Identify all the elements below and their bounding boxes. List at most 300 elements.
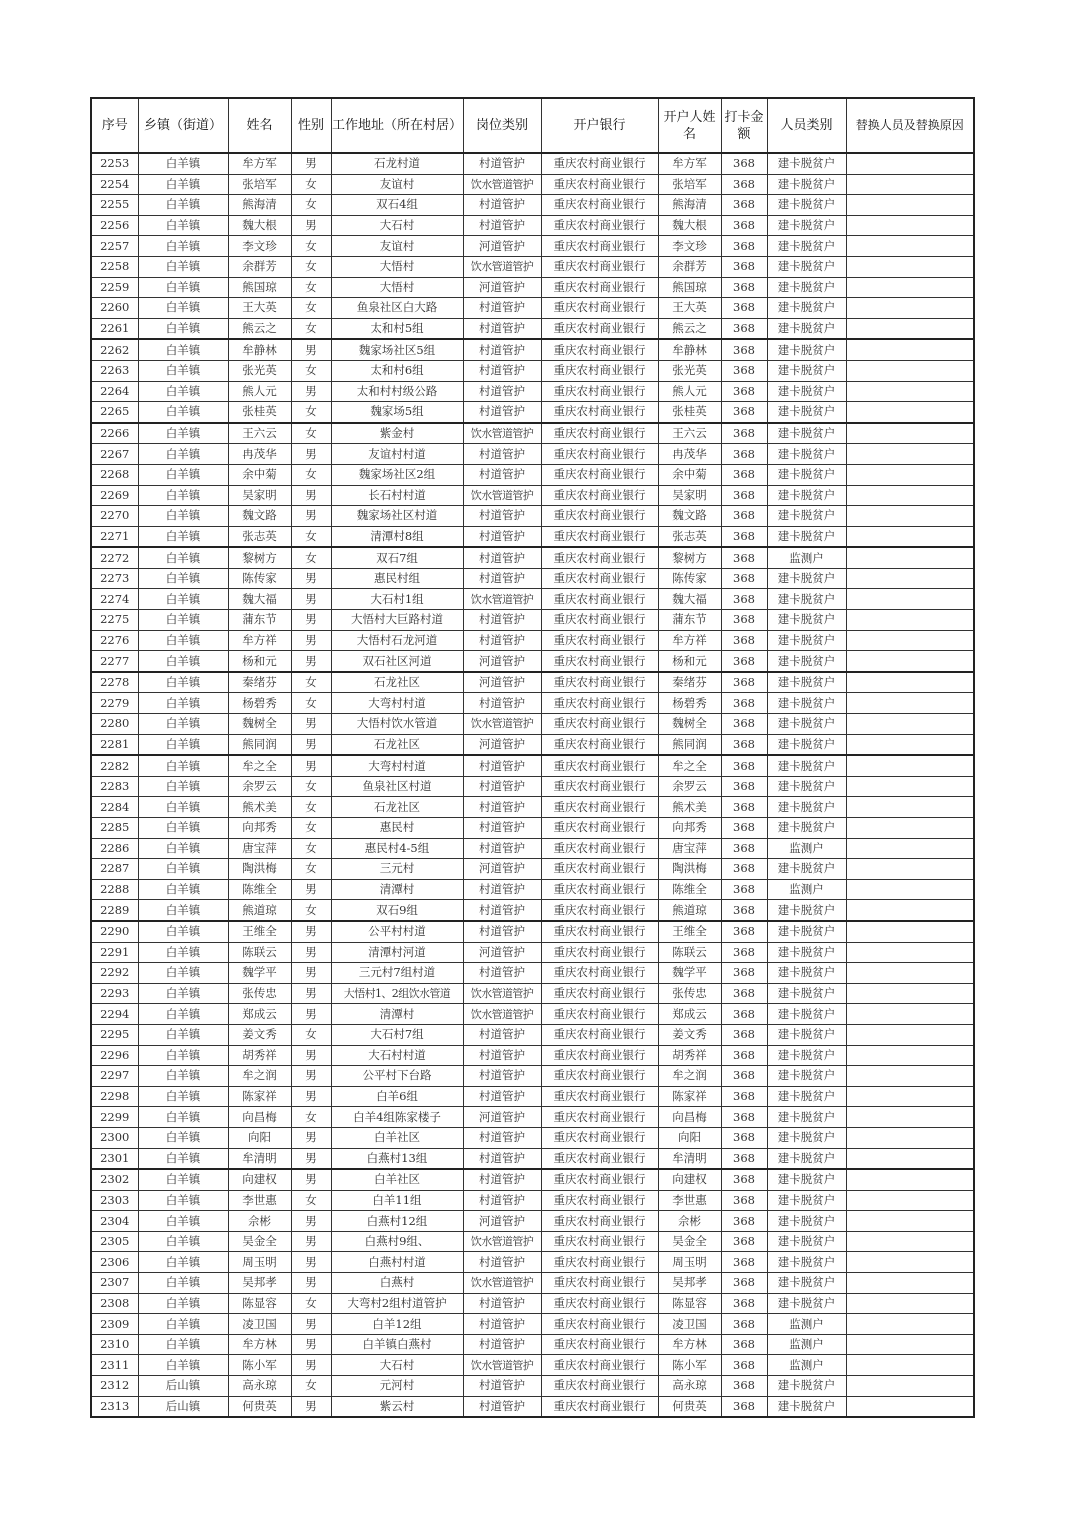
table-row (91, 298, 974, 319)
cell-account-holder: 吴家明 (658, 485, 721, 506)
cell-name: 魏文路 (228, 506, 291, 527)
cell-post-type: 村道管护 (463, 318, 541, 339)
header-gender: 性别 (291, 98, 331, 153)
cell-name: 王维全 (228, 921, 291, 942)
cell-bank: 重庆农村商业银行 (541, 1376, 658, 1397)
cell-bank: 重庆农村商业银行 (541, 589, 658, 610)
cell-person-category: 建卡脱贫户 (767, 693, 846, 714)
cell-bank: 重庆农村商业银行 (541, 174, 658, 195)
cell-gender: 男 (291, 1004, 331, 1025)
cell-name: 余罗云 (228, 776, 291, 797)
cell-post-type: 村道管护 (463, 444, 541, 465)
cell-amount: 368 (721, 464, 767, 485)
cell-town: 白羊镇 (138, 464, 228, 485)
cell-replacement (846, 381, 974, 402)
cell-work-address: 魏家场社区5组 (331, 339, 463, 360)
cell-bank: 重庆农村商业银行 (541, 526, 658, 547)
cell-account-holder: 唐宝萍 (658, 838, 721, 859)
cell-work-address: 鱼泉社区白大路 (331, 298, 463, 319)
cell-amount: 368 (721, 900, 767, 921)
cell-serial: 2284 (91, 797, 138, 818)
cell-replacement (846, 1024, 974, 1045)
cell-post-type: 村道管护 (463, 630, 541, 651)
cell-name: 冉茂华 (228, 444, 291, 465)
header-post-type: 岗位类别 (463, 98, 541, 153)
cell-person-category: 建卡脱贫户 (767, 1127, 846, 1148)
table-row (91, 879, 974, 900)
cell-serial: 2253 (91, 153, 138, 174)
cell-replacement (846, 1376, 974, 1397)
cell-name: 周玉明 (228, 1252, 291, 1273)
cell-replacement (846, 215, 974, 236)
cell-amount: 368 (721, 610, 767, 631)
cell-account-holder: 吴邦孝 (658, 1273, 721, 1294)
cell-account-holder: 王六云 (658, 423, 721, 444)
cell-amount: 368 (721, 298, 767, 319)
cell-gender: 男 (291, 1273, 331, 1294)
cell-work-address: 白燕村9组、 (331, 1231, 463, 1252)
cell-bank: 重庆农村商业银行 (541, 464, 658, 485)
cell-post-type: 饮水管道管护 (463, 1004, 541, 1025)
cell-serial: 2281 (91, 734, 138, 755)
table-row (91, 1127, 974, 1148)
cell-work-address: 白羊社区 (331, 1127, 463, 1148)
cell-gender: 男 (291, 1148, 331, 1169)
cell-name: 姜文秀 (228, 1024, 291, 1045)
cell-town: 白羊镇 (138, 360, 228, 381)
cell-post-type: 饮水管道管护 (463, 589, 541, 610)
cell-work-address: 大悟村石龙河道 (331, 630, 463, 651)
table-row (91, 318, 974, 339)
cell-gender: 女 (291, 318, 331, 339)
cell-account-holder: 黎树方 (658, 547, 721, 568)
cell-serial: 2279 (91, 693, 138, 714)
cell-account-holder: 向邦秀 (658, 818, 721, 839)
cell-work-address: 三元村7组村道 (331, 963, 463, 984)
cell-town: 白羊镇 (138, 1024, 228, 1045)
cell-replacement (846, 1314, 974, 1335)
cell-amount: 368 (721, 174, 767, 195)
cell-amount: 368 (721, 983, 767, 1004)
cell-bank: 重庆农村商业银行 (541, 1231, 658, 1252)
cell-town: 白羊镇 (138, 277, 228, 298)
cell-name: 牟方军 (228, 153, 291, 174)
cell-post-type: 河道管护 (463, 942, 541, 963)
cell-work-address: 白燕村12组 (331, 1211, 463, 1232)
header-name: 姓名 (228, 98, 291, 153)
cell-town: 白羊镇 (138, 298, 228, 319)
cell-town: 白羊镇 (138, 734, 228, 755)
cell-replacement (846, 983, 974, 1004)
cell-replacement (846, 339, 974, 360)
cell-person-category: 建卡脱贫户 (767, 1086, 846, 1107)
cell-bank: 重庆农村商业银行 (541, 818, 658, 839)
cell-bank: 重庆农村商业银行 (541, 1004, 658, 1025)
table-row (91, 921, 974, 942)
cell-account-holder: 熊海清 (658, 195, 721, 216)
cell-account-holder: 张桂英 (658, 402, 721, 423)
cell-post-type: 饮水管道管护 (463, 1273, 541, 1294)
cell-work-address: 大石村村道 (331, 1045, 463, 1066)
cell-amount: 368 (721, 589, 767, 610)
cell-town: 白羊镇 (138, 797, 228, 818)
cell-bank: 重庆农村商业银行 (541, 879, 658, 900)
table-row (91, 360, 974, 381)
cell-work-address: 白羊6组 (331, 1086, 463, 1107)
cell-person-category: 建卡脱贫户 (767, 423, 846, 444)
table-row (91, 1252, 974, 1273)
cell-gender: 男 (291, 1211, 331, 1232)
cell-amount: 368 (721, 1314, 767, 1335)
cell-account-holder: 张志英 (658, 526, 721, 547)
cell-account-holder: 魏学平 (658, 963, 721, 984)
cell-work-address: 大悟村 (331, 256, 463, 277)
cell-work-address: 双石社区河道 (331, 651, 463, 672)
cell-amount: 368 (721, 547, 767, 568)
cell-replacement (846, 1086, 974, 1107)
cell-post-type: 村道管护 (463, 1334, 541, 1355)
table-row (91, 900, 974, 921)
cell-gender: 女 (291, 1293, 331, 1314)
cell-bank: 重庆农村商业银行 (541, 1211, 658, 1232)
cell-name: 魏树全 (228, 714, 291, 735)
cell-post-type: 河道管护 (463, 859, 541, 880)
cell-name: 张桂英 (228, 402, 291, 423)
cell-amount: 368 (721, 568, 767, 589)
cell-name: 杨和元 (228, 651, 291, 672)
cell-bank: 重庆农村商业银行 (541, 444, 658, 465)
cell-amount: 368 (721, 630, 767, 651)
cell-account-holder: 熊人元 (658, 381, 721, 402)
cell-gender: 女 (291, 236, 331, 257)
cell-account-holder: 魏大福 (658, 589, 721, 610)
cell-post-type: 河道管护 (463, 651, 541, 672)
cell-gender: 男 (291, 610, 331, 631)
cell-bank: 重庆农村商业银行 (541, 153, 658, 174)
cell-serial: 2305 (91, 1231, 138, 1252)
cell-account-holder: 王维全 (658, 921, 721, 942)
cell-gender: 男 (291, 568, 331, 589)
cell-person-category: 建卡脱贫户 (767, 1045, 846, 1066)
header-serial: 序号 (91, 98, 138, 153)
cell-gender: 女 (291, 256, 331, 277)
cell-replacement (846, 838, 974, 859)
table-row (91, 838, 974, 859)
cell-work-address: 惠民村 (331, 818, 463, 839)
cell-post-type: 村道管护 (463, 838, 541, 859)
cell-account-holder: 张光英 (658, 360, 721, 381)
cell-name: 向邦秀 (228, 818, 291, 839)
cell-gender: 男 (291, 506, 331, 527)
cell-gender: 女 (291, 298, 331, 319)
cell-serial: 2295 (91, 1024, 138, 1045)
cell-person-category: 监测户 (767, 838, 846, 859)
cell-person-category: 建卡脱贫户 (767, 506, 846, 527)
cell-serial: 2310 (91, 1334, 138, 1355)
cell-town: 后山镇 (138, 1396, 228, 1417)
cell-account-holder: 牟之润 (658, 1066, 721, 1087)
cell-gender: 男 (291, 1169, 331, 1190)
cell-work-address: 白羊12组 (331, 1314, 463, 1335)
cell-person-category: 建卡脱贫户 (767, 1066, 846, 1087)
cell-post-type: 饮水管道管护 (463, 983, 541, 1004)
cell-serial: 2298 (91, 1086, 138, 1107)
table-row (91, 630, 974, 651)
cell-serial: 2289 (91, 900, 138, 921)
cell-person-category: 建卡脱贫户 (767, 1273, 846, 1294)
cell-gender: 女 (291, 797, 331, 818)
cell-post-type: 村道管护 (463, 963, 541, 984)
cell-serial: 2306 (91, 1252, 138, 1273)
table-row (91, 1107, 974, 1128)
cell-name: 熊道琼 (228, 900, 291, 921)
cell-amount: 368 (721, 797, 767, 818)
cell-person-category: 建卡脱贫户 (767, 402, 846, 423)
cell-person-category: 建卡脱贫户 (767, 318, 846, 339)
cell-serial: 2308 (91, 1293, 138, 1314)
cell-replacement (846, 402, 974, 423)
cell-bank: 重庆农村商业银行 (541, 1293, 658, 1314)
cell-replacement (846, 1334, 974, 1355)
cell-bank: 重庆农村商业银行 (541, 402, 658, 423)
cell-name: 陈家祥 (228, 1086, 291, 1107)
cell-work-address: 大悟村1、2组饮水管道 (331, 983, 463, 1004)
cell-name: 陈小军 (228, 1355, 291, 1376)
table-row (91, 755, 974, 776)
cell-post-type: 饮水管道管护 (463, 1355, 541, 1376)
cell-name: 黎树方 (228, 547, 291, 568)
cell-work-address: 大悟村 (331, 277, 463, 298)
cell-gender: 男 (291, 1045, 331, 1066)
cell-name: 唐宝萍 (228, 838, 291, 859)
cell-serial: 2270 (91, 506, 138, 527)
cell-post-type: 村道管护 (463, 1066, 541, 1087)
cell-post-type: 村道管护 (463, 381, 541, 402)
cell-town: 白羊镇 (138, 153, 228, 174)
cell-work-address: 白羊社区 (331, 1169, 463, 1190)
cell-serial: 2271 (91, 526, 138, 547)
cell-bank: 重庆农村商业银行 (541, 942, 658, 963)
cell-bank: 重庆农村商业银行 (541, 215, 658, 236)
cell-gender: 男 (291, 714, 331, 735)
cell-bank: 重庆农村商业银行 (541, 1273, 658, 1294)
cell-serial: 2262 (91, 339, 138, 360)
cell-name: 陶洪梅 (228, 859, 291, 880)
cell-amount: 368 (721, 1086, 767, 1107)
cell-work-address: 鱼泉社区村道 (331, 776, 463, 797)
table-row (91, 672, 974, 693)
cell-amount: 368 (721, 485, 767, 506)
table-row (91, 693, 974, 714)
cell-gender: 女 (291, 277, 331, 298)
cell-work-address: 大石村 (331, 1355, 463, 1376)
cell-person-category: 建卡脱贫户 (767, 859, 846, 880)
cell-bank: 重庆农村商业银行 (541, 1355, 658, 1376)
cell-serial: 2296 (91, 1045, 138, 1066)
cell-post-type: 村道管护 (463, 568, 541, 589)
cell-town: 白羊镇 (138, 921, 228, 942)
cell-gender: 男 (291, 1334, 331, 1355)
cell-town: 白羊镇 (138, 589, 228, 610)
cell-person-category: 建卡脱贫户 (767, 277, 846, 298)
cell-work-address: 公平村村道 (331, 921, 463, 942)
cell-amount: 368 (721, 879, 767, 900)
cell-post-type: 村道管护 (463, 1045, 541, 1066)
cell-work-address: 友谊村 (331, 236, 463, 257)
cell-town: 白羊镇 (138, 1045, 228, 1066)
cell-account-holder: 牟静林 (658, 339, 721, 360)
cell-post-type: 河道管护 (463, 236, 541, 257)
cell-gender: 男 (291, 215, 331, 236)
cell-amount: 368 (721, 381, 767, 402)
table-row (91, 195, 974, 216)
table-row (91, 1376, 974, 1397)
cell-name: 熊术美 (228, 797, 291, 818)
cell-town: 白羊镇 (138, 381, 228, 402)
cell-name: 魏大福 (228, 589, 291, 610)
cell-serial: 2276 (91, 630, 138, 651)
cell-person-category: 建卡脱贫户 (767, 589, 846, 610)
cell-gender: 男 (291, 589, 331, 610)
cell-bank: 重庆农村商业银行 (541, 236, 658, 257)
cell-bank: 重庆农村商业银行 (541, 838, 658, 859)
cell-serial: 2265 (91, 402, 138, 423)
cell-gender: 女 (291, 838, 331, 859)
cell-replacement (846, 776, 974, 797)
table-row (91, 547, 974, 568)
cell-amount: 368 (721, 1148, 767, 1169)
cell-person-category: 建卡脱贫户 (767, 610, 846, 631)
cell-name: 张传忠 (228, 983, 291, 1004)
table-row (91, 1190, 974, 1211)
cell-replacement (846, 630, 974, 651)
cell-town: 白羊镇 (138, 1355, 228, 1376)
cell-amount: 368 (721, 734, 767, 755)
cell-bank: 重庆农村商业银行 (541, 277, 658, 298)
cell-account-holder: 向建权 (658, 1169, 721, 1190)
cell-serial: 2264 (91, 381, 138, 402)
cell-gender: 男 (291, 755, 331, 776)
cell-gender: 男 (291, 339, 331, 360)
cell-account-holder: 余中菊 (658, 464, 721, 485)
cell-town: 白羊镇 (138, 236, 228, 257)
cell-town: 后山镇 (138, 1376, 228, 1397)
cell-work-address: 魏家场5组 (331, 402, 463, 423)
cell-gender: 女 (291, 1376, 331, 1397)
cell-post-type: 村道管护 (463, 298, 541, 319)
cell-person-category: 建卡脱贫户 (767, 818, 846, 839)
cell-serial: 2280 (91, 714, 138, 735)
cell-gender: 女 (291, 360, 331, 381)
cell-amount: 368 (721, 444, 767, 465)
cell-gender: 男 (291, 942, 331, 963)
cell-bank: 重庆农村商业银行 (541, 298, 658, 319)
cell-account-holder: 熊国琼 (658, 277, 721, 298)
cell-amount: 368 (721, 423, 767, 444)
table-row (91, 859, 974, 880)
table-row (91, 153, 974, 174)
cell-person-category: 建卡脱贫户 (767, 256, 846, 277)
cell-name: 吴家明 (228, 485, 291, 506)
cell-account-holder: 熊道琼 (658, 900, 721, 921)
cell-gender: 男 (291, 1086, 331, 1107)
header-town: 乡镇（街道） (138, 98, 228, 153)
cell-post-type: 村道管护 (463, 547, 541, 568)
cell-gender: 女 (291, 1190, 331, 1211)
cell-work-address: 白羊4组陈家楼子 (331, 1107, 463, 1128)
cell-town: 白羊镇 (138, 651, 228, 672)
cell-amount: 368 (721, 776, 767, 797)
cell-work-address: 石龙村道 (331, 153, 463, 174)
cell-serial: 2263 (91, 360, 138, 381)
cell-town: 白羊镇 (138, 215, 228, 236)
cell-bank: 重庆农村商业银行 (541, 318, 658, 339)
cell-serial: 2268 (91, 464, 138, 485)
table-row (91, 1004, 974, 1025)
cell-replacement (846, 610, 974, 631)
cell-name: 熊国琼 (228, 277, 291, 298)
cell-name: 吴金全 (228, 1231, 291, 1252)
cell-serial: 2312 (91, 1376, 138, 1397)
cell-replacement (846, 547, 974, 568)
cell-town: 白羊镇 (138, 506, 228, 527)
cell-name: 熊同润 (228, 734, 291, 755)
table-row (91, 1211, 974, 1232)
header-row (91, 98, 974, 153)
cell-person-category: 建卡脱贫户 (767, 360, 846, 381)
cell-person-category: 建卡脱贫户 (767, 1396, 846, 1417)
cell-bank: 重庆农村商业银行 (541, 1127, 658, 1148)
cell-gender: 男 (291, 983, 331, 1004)
table-row (91, 444, 974, 465)
cell-bank: 重庆农村商业银行 (541, 1045, 658, 1066)
cell-serial: 2257 (91, 236, 138, 257)
cell-work-address: 惠民村组 (331, 568, 463, 589)
cell-post-type: 村道管护 (463, 1127, 541, 1148)
table-row (91, 589, 974, 610)
cell-name: 魏大根 (228, 215, 291, 236)
cell-post-type: 村道管护 (463, 1293, 541, 1314)
cell-replacement (846, 734, 974, 755)
cell-bank: 重庆农村商业银行 (541, 360, 658, 381)
cell-work-address: 大弯村村道 (331, 693, 463, 714)
cell-gender: 女 (291, 672, 331, 693)
cell-replacement (846, 589, 974, 610)
cell-replacement (846, 714, 974, 735)
cell-name: 何贵英 (228, 1396, 291, 1417)
cell-name: 魏学平 (228, 963, 291, 984)
cell-work-address: 公平村下台路 (331, 1066, 463, 1087)
table-row (91, 506, 974, 527)
cell-replacement (846, 755, 974, 776)
cell-work-address: 白羊11组 (331, 1190, 463, 1211)
cell-bank: 重庆农村商业银行 (541, 921, 658, 942)
cell-serial: 2272 (91, 547, 138, 568)
cell-gender: 女 (291, 464, 331, 485)
cell-bank: 重庆农村商业银行 (541, 547, 658, 568)
table-row (91, 776, 974, 797)
cell-account-holder: 陈联云 (658, 942, 721, 963)
cell-work-address: 紫金村 (331, 423, 463, 444)
cell-account-holder: 熊云之 (658, 318, 721, 339)
cell-post-type: 村道管护 (463, 339, 541, 360)
cell-gender: 女 (291, 195, 331, 216)
cell-name: 熊人元 (228, 381, 291, 402)
cell-serial: 2287 (91, 859, 138, 880)
cell-work-address: 双石4组 (331, 195, 463, 216)
cell-bank: 重庆农村商业银行 (541, 195, 658, 216)
cell-serial: 2302 (91, 1169, 138, 1190)
